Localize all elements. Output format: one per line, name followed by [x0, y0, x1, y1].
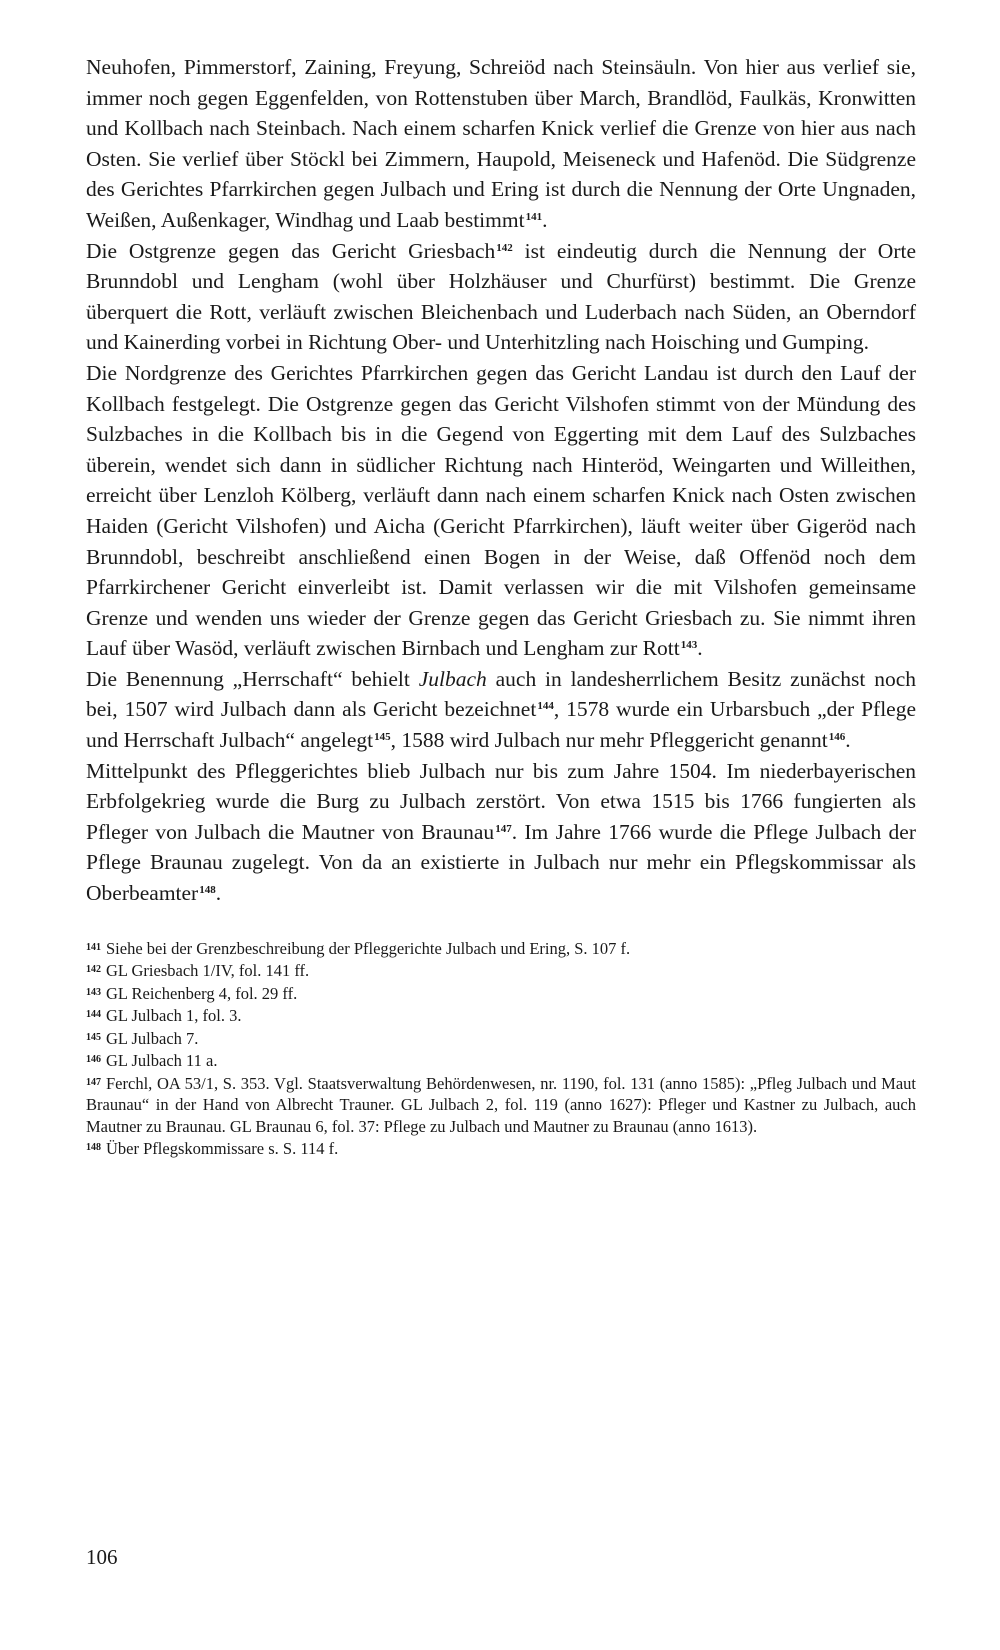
paragraph-text: Die Benennung „Herrschaft“ behielt — [86, 666, 419, 691]
paragraph-text: . — [215, 881, 222, 906]
paragraph-text: . Im Jahre 1766 wurde die Pflege Julbach der Pflege Braunau zugelegt. Von da an existierte in Julbach nur mehr ein Pflegskommissar als Oberbeamter — [86, 819, 916, 906]
footnote-ref[interactable]: 143 — [680, 639, 698, 652]
footnote-text: Über Pflegskommissare s. S. 114 f. — [106, 1139, 339, 1159]
main-text — [86, 52, 916, 909]
footnote-141 — [86, 937, 916, 960]
paragraph-text: . — [845, 728, 851, 753]
footnote-148 — [86, 1137, 916, 1160]
paragraph-text: Die Nordgrenze des Gerichtes Pfarrkirchen gegen das Gericht Landau ist durch den Lauf der Kollbach festgelegt. Die Ostgrenze gegen das Gericht Vilshofen stimmt von der Mündung des Sulzbaches in die Kollbach bis in die Gegend von Eggerting mit dem Lauf des Sulzbaches überein, wendet sich dann in südlicher Richtung nach Hinteröd, Weingarten und Willeithen, erreicht über Lenzloh Kölberg, verläuft dann nach einem scharfen Knick nach Osten zwischen Haiden (Gericht Vilshofen) und Aicha (Gericht Pfarrkirchen), läuft weiter über Gigeröd nach Brunndobl, beschreibt anschließend einen Bogen in der Weise, daß Offenöd noch dem Pfarrkirchener Gericht einverleibt ist. Damit verlassen wir die mit Vilshofen gemeinsame Grenze und wenden uns wieder der Grenze gegen das Gericht Griesbach zu. Sie nimmt ihren Lauf über Wasöd, verläuft zwischen Birnbach und Lengham zur Rott — [86, 360, 916, 661]
paragraph-text: , 1578 wurde ein Urbarsbuch „der Pflege und Herrschaft Julbach“ angelegt — [86, 697, 916, 753]
footnote-number: 146 — [86, 1054, 101, 1066]
footnote-number: 143 — [86, 986, 101, 998]
footnote-text: Siehe bei der Grenzbeschreibung der Pfleggerichte Julbach und Ering, S. 107 f. — [106, 938, 631, 958]
page-number: 106 — [86, 1545, 118, 1569]
footnote-ref[interactable]: 144 — [537, 700, 554, 713]
footnote-text: Ferchl, OA 53/1, S. 353. Vgl. Staatsverwaltung Behördenwesen, nr. 1190, fol. 131 (anno 1585): „Pfleg Julbach und Maut Braunau“ in der Hand von Albrecht Trauner. GL Julbach 2, fol. 119 (anno 1627): Pfleger und Kastner zu Julbach, auch Mautner zu Braunau. GL Braunau 6, fol. 37: Pflege zu Julbach und Mautner zu Braunau (anno 1613). — [86, 1073, 916, 1136]
footnote-text: GL Julbach 1, fol. 3. — [106, 1006, 242, 1026]
paragraph-text: ist eindeutig durch die Nennung der Orte Brunndobl und Lengham (wohl über Holzhäuser und Churfürst) bestimmt. Die Grenze überquert die Rott, verläuft zwischen Bleichenbach und Luderbach nach Süden, an Oberndorf und Kainerding vorbei in Richtung Ober- und Unterhitzling nach Hoisching und Gumping. — [86, 238, 916, 355]
footnote-number: 147 — [86, 1076, 101, 1088]
emphasis-julbach: Julbach — [418, 666, 487, 691]
footnote-number: 145 — [86, 1031, 101, 1043]
footnote-ref[interactable]: 141 — [525, 210, 543, 223]
footnote-number: 141 — [86, 941, 101, 953]
footnote-ref[interactable]: 142 — [496, 241, 513, 254]
paragraph-3 — [86, 358, 916, 664]
paragraph-text: . — [697, 636, 703, 661]
footnote-number: 144 — [86, 1009, 101, 1021]
footnote-text: GL Reichenberg 4, fol. 29 ff. — [106, 983, 298, 1003]
paragraph-text: . — [542, 207, 548, 232]
footnote-number: 142 — [86, 964, 101, 976]
footnotes — [86, 937, 916, 1160]
footnote-146 — [86, 1049, 916, 1072]
footnote-147 — [86, 1072, 916, 1138]
footnote-text: GL Griesbach 1/IV, fol. 141 ff. — [106, 961, 310, 981]
footnote-number: 148 — [86, 1142, 101, 1154]
paragraph-2 — [86, 236, 916, 358]
paragraph-text: Mittelpunkt des Pfleggerichtes blieb Julbach nur bis zum Jahre 1504. Im niederbayerischen Erbfolgekrieg wurde die Burg zu Julbach zerstört. Von etwa 1515 bis 1766 fungierten als Pfleger von Julbach die Mautner von Braunau — [86, 758, 916, 844]
paragraph-4 — [86, 664, 916, 756]
footnote-ref[interactable]: 148 — [199, 884, 216, 897]
paragraph-text: , 1588 wird Julbach nur mehr Pfleggericht genannt — [390, 728, 828, 753]
paragraph-text: Die Ostgrenze gegen das Gericht Griesbach — [86, 238, 496, 263]
paragraph-text: auch in landesherrlichem Besitz zunächst noch bei, 1507 wird Julbach dann als Gericht bezeichnet — [86, 666, 916, 722]
paragraph-1 — [86, 52, 916, 236]
footnote-144 — [86, 1004, 916, 1027]
page-body — [86, 52, 916, 1160]
footnote-ref[interactable]: 147 — [495, 822, 512, 835]
paragraph-text: Neuhofen, Pimmerstorf, Zaining, Freyung, Schreiöd nach Steinsäuln. Von hier aus verlief sie, immer noch gegen Eggenfelden, von Rottenstuben über March, Brandlöd, Faulkäs, Kronwitten und Kollbach nach Steinbach. Nach einem scharfen Knick verlief die Grenze von hier aus nach Osten. Sie verlief über Stöckl bei Zimmern, Haupold, Meiseneck und Hafenöd. Die Südgrenze des Gerichtes Pfarrkirchen gegen Julbach und Ering ist durch die Nennung der Orte Ungnaden, Weißen, Außenkager, Windhag und Laab bestimmt — [86, 55, 916, 232]
footnote-ref[interactable]: 146 — [828, 731, 846, 744]
paragraph-5 — [86, 756, 916, 909]
footnote-145 — [86, 1027, 916, 1050]
footnote-143 — [86, 982, 916, 1005]
footnote-ref[interactable]: 145 — [374, 731, 391, 744]
footnote-text: GL Julbach 7. — [106, 1028, 199, 1048]
footnote-text: GL Julbach 11 a. — [106, 1051, 218, 1071]
footnote-142 — [86, 959, 916, 982]
